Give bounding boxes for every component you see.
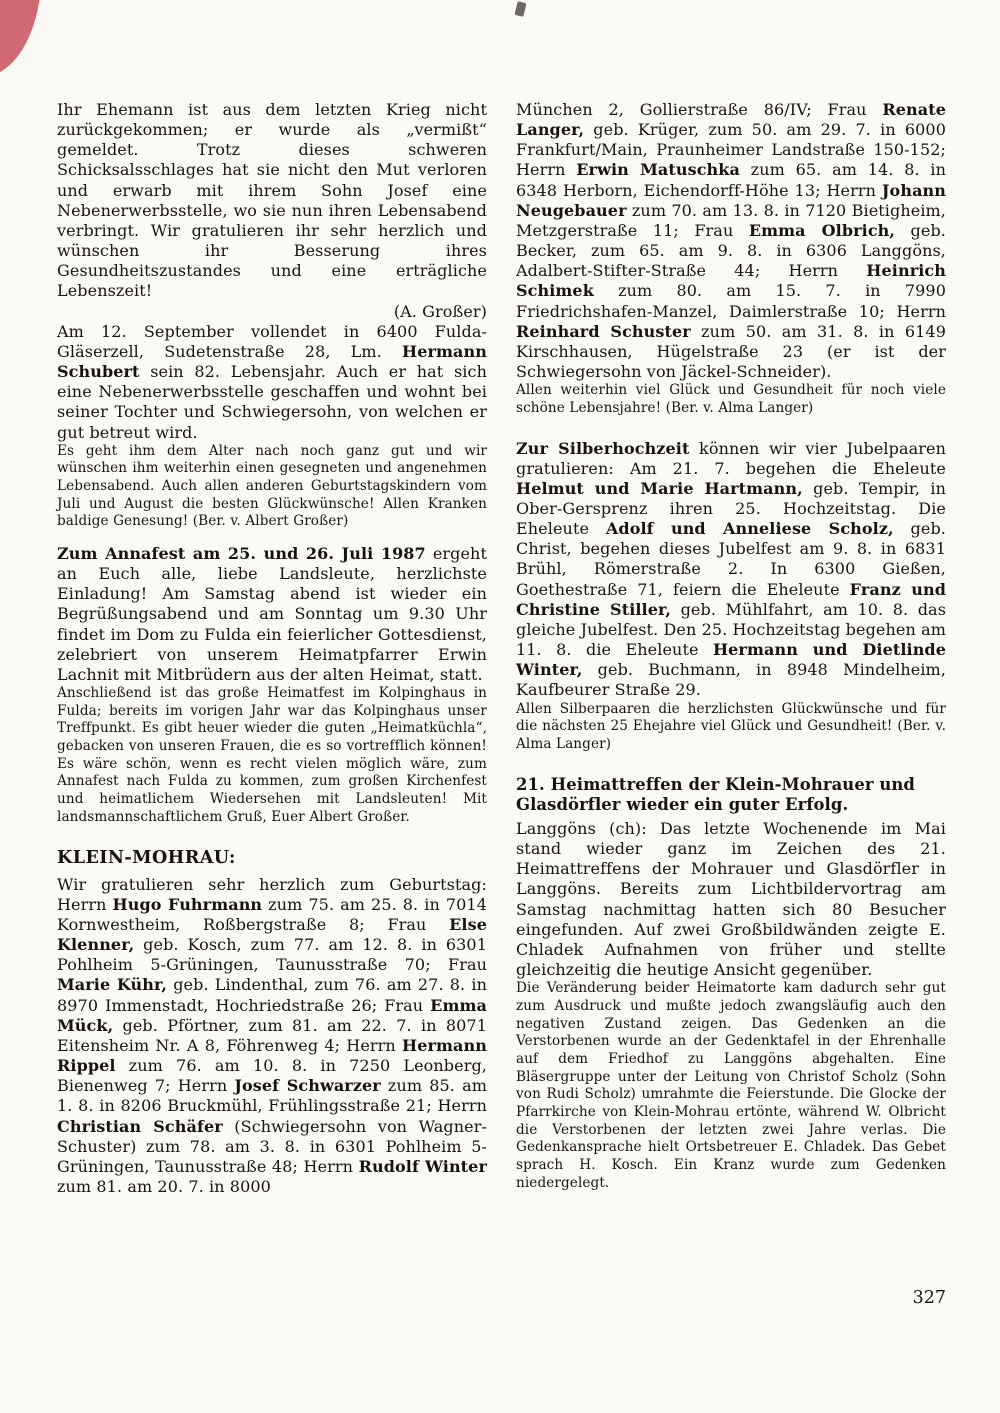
bold-text-run: Hermann und Dietlinde Winter,: [516, 640, 947, 680]
text-run: geb. Kosch, zum 77. am 12. 8. in 6301 Pohlheim 5-Grüningen, Taunusstraße 70; Frau: [57, 935, 487, 975]
text-run: zum 85. am 1. 8. in 8206 Bruckmühl, Frühlingsstraße 21; Herrn: [57, 1076, 487, 1116]
text-run: Allen weiterhin viel Glück und Gesundheit für noch viele schöne Lebensjahre! (Ber. v. Alma Langer): [516, 382, 946, 416]
text-run: zum 70. am 13. 8. in 7120 Bietigheim, Metzgerstraße 11; Frau: [516, 200, 946, 240]
bold-text-run: Hermann Rippel: [57, 1035, 487, 1076]
paragraph-geburtstage-fortsetzung: [516, 100, 946, 382]
bold-text-run: Franz und Christine Stiller,: [516, 579, 946, 619]
bold-text-run: Hermann Schubert: [57, 341, 487, 382]
note-small-gedenkfeier: [516, 980, 946, 1192]
text-run: ergeht an Euch alle, liebe Landsleute, herzlichste Einladung! Am Samstag abend ist wieder ein Begrüßungsabend und am Sonntag um 9.30 Uhr findet im Dom zu Fulda ein feierlicher Gottesdienst, zelebriert von unserem Heimatpfarrer Erwin Lachnit mit Mitbrüdern aus der alten Heimat, statt.: [57, 544, 487, 684]
text-run: geb. Krüger, zum 50. am 29. 7. in 6000 Frankfurt/Main, Praunheimer Landstraße 150-152; Herrn: [516, 120, 946, 180]
bold-text-run: Christian Schäfer: [57, 1116, 223, 1136]
heading-heimattreffen: [516, 775, 946, 816]
continued-paragraph-ehemann: [57, 100, 487, 302]
text-run: können wir vier Jubelpaaren gratulieren: Am 21. 7. begehen die Eheleute: [516, 438, 946, 478]
signature-a-grosser: [57, 302, 487, 322]
paragraph-silberhochzeit: [516, 439, 946, 701]
text-run: Die Veränderung beider Heimatorte kam dadurch sehr gut zum Ausdruck und mußte jedoch zwangsläufig auch den negativen Zustand zeigen. Das Gedenken an die Verstorbenen wurde an der Gedenktafel in der Ehrenhalle auf dem Friedhof zu Langgöns abgehalten. Eine Bläsergruppe unter der Leitung von Christof Scholz (Sohn von Rudi Scholz) umrahmte die Feierstunde. Die Glocke der Pfarrkirche von Klein-Mohrau ertönte, während W. Olbricht die Verstorbenen der letzten zwei Jahre verlas. Die Gedenkansprache hielt Ortsbetreuer E. Chladek. Das Gebet sprach H. Kosch. Ein Kranz wurde zum Gedenken niedergelegt.: [516, 980, 946, 1191]
text-columns: [57, 100, 946, 1197]
note-small-glueckwunsch-langer: [516, 382, 946, 417]
page-number: 327: [912, 1288, 946, 1308]
note-small-geburtstagskinder: [57, 443, 487, 531]
note-small-silberpaare: [516, 701, 946, 754]
bold-text-run: Josef Schwarzer: [234, 1076, 381, 1096]
text-run: zum 76. am 10. 8. in 7250 Leonberg, Bienenweg 7; Herrn: [57, 1056, 487, 1096]
bold-text-run: Zum Annafest am 25. und 26. Juli 1987: [57, 544, 426, 564]
bold-text-run: Johann Neugebauer: [516, 180, 946, 220]
bold-text-run: KLEIN-MOHRAU:: [57, 847, 236, 869]
bold-text-run: Adolf und Anneliese Scholz,: [605, 519, 894, 539]
text-run: Langgöns (ch): Das letzte Wochenende im Mai stand wieder ganz im Zeichen des 21. Heimattreffens der Mohrauer und Glasdörfler in Langgöns. Bereits zum Lichtbildervortrag am Samstag nachmittag hatten sich 80 Besucher eingefunden. Auf zwei Großbildwänden zeigte E. Chladek Aufnahmen von früher und stellte gleichzeitig die heutige Ansicht gegenüber.: [516, 818, 946, 980]
bold-text-run: 21. Heimattreffen der Klein-Mohrauer und Glasdörfler wieder ein guter Erfolg.: [516, 774, 915, 815]
bold-text-run: Zur Silberhochzeit: [516, 438, 690, 458]
scan-mark-artifact: [514, 1, 526, 17]
heading-klein-mohrau: [57, 847, 487, 869]
text-run: Ihr Ehemann ist aus dem letzten Krieg nicht zurückgekommen; er wurde als „vermißt“ gemeldet. Trotz dieses schweren Schicksalsschlages hat sie nicht den Mut verloren und erwarb mit ihrem Sohn Josef eine Nebenerwerbsstelle, wo sie nun ihren Lebensabend verbringt. Wir gratulieren ihr sehr herzlich und wünschen ihr Besserung ihres Gesundheitszustandes und eine erträgliche Lebenszeit!: [57, 100, 487, 301]
bold-text-run: Helmut und Marie Hartmann,: [516, 478, 803, 498]
bold-text-run: Reinhard Schuster: [516, 321, 691, 341]
bold-text-run: Else Klenner,: [57, 914, 487, 955]
bold-text-run: Emma Mück,: [57, 995, 487, 1035]
text-run: Allen Silberpaaren die herzlichsten Glückwünsche und für die nächsten 25 Ehejahre viel Glück und Gesundheit! (Ber. v. Alma Langer): [516, 700, 946, 752]
text-run: zum 81. am 20. 7. in 8000: [57, 1176, 271, 1196]
text-run: (A. Großer): [393, 301, 487, 321]
text-run: geb. Lindenthal, zum 76. am 27. 8. in 8970 Immenstadt, Hochriedstraße 26; Frau: [57, 975, 488, 1015]
text-run: zum 75. am 25. 8. in 7014 Kornwestheim, Roßbergstraße 8; Frau: [57, 894, 487, 934]
paragraph-hermann-schubert: [57, 322, 487, 443]
red-scan-artifact: [0, 0, 43, 82]
text-run: geb. Christ, begehen dieses Jubelfest am 9. 8. in 6831 Brühl, Römerstraße 2. In 6300 Gießen, Goethestraße 71, feiern die Eheleute: [516, 519, 946, 599]
left-column: [57, 100, 487, 1197]
text-run: München 2, Gollierstraße 86/IV; Frau: [516, 100, 883, 119]
bold-text-run: Hugo Fuhrmann: [112, 894, 263, 914]
text-run: Anschließend ist das große Heimatfest im Kolpinghaus in Fulda; bereits im vorigen Jahr war das Kolpinghaus unser Treffpunkt. Es gibt heuer wieder die guten „Heimatküchla“, gebacken von unseren Frauen, die es so vortrefflich können! Es wäre schön, wenn es recht vielen möglich wäre, zum Annafest nach Fulda zu kommen, zum großen Kirchenfest und heimatlichem Wiedersehen mit Landsleuten! Mit landsmannschaftlichem Gruß, Euer Albert Großer.: [57, 685, 487, 825]
text-run: sein 82. Lebensjahr. Auch er hat sich eine Nebenerwerbsstelle geschaffen und wohnt bei seiner Tochter und Schwiegersohn, von welchen er gut betreut wird.: [57, 362, 487, 442]
bold-text-run: Rudolf Winter: [358, 1156, 487, 1176]
bold-text-run: Heinrich Schimek: [516, 261, 946, 301]
text-run: zum 80. am 15. 7. in 7990 Friedrichshafen-Manzel, Daimlerstraße 10; Herrn: [516, 281, 946, 321]
bold-text-run: Renate Langer,: [516, 100, 946, 140]
text-run: Am 12. September vollendet in 6400 Fulda-Gläserzell, Sudetenstraße 28, Lm.: [57, 321, 487, 361]
text-run: zum 65. am 14. 8. in 6348 Herborn, Eichendorff-Höhe 13; Herrn: [516, 160, 947, 200]
bold-text-run: Marie Kühr,: [57, 975, 168, 995]
text-run: zum 50. am 31. 8. in 6149 Kirschhausen, Hügelstraße 23 (er ist der Schwiegersohn von Jäckel-Schneider).: [516, 321, 946, 382]
text-run: Es geht ihm dem Alter nach noch ganz gut und wir wünschen ihm weiterhin einen gesegneten und angenehmen Lebensabend. Auch allen anderen Geburtstagskindern vom Juli und August die besten Glückwünsche! Allen Kranken baldige Genesung! (Ber. v. Albert Großer): [57, 442, 487, 530]
paragraph-annafest: [57, 544, 487, 685]
text-run: geb. Becker, zum 65. am 9. 8. in 6306 Langgöns, Adalbert-Stifter-Straße 44; Herrn: [516, 220, 946, 281]
text-run: geb. Mühlfahrt, am 10. 8. das gleiche Jubelfest. Den 25. Hochzeitstag begehen am 11. 8. die Eheleute: [516, 599, 946, 660]
text-run: (Schwiegersohn von Wagner-Schuster) zum 78. am 3. 8. in 6301 Pohlheim 5-Grüningen, Taunusstraße 48; Herrn: [57, 1116, 487, 1176]
text-run: geb. Tempir, in Ober-Gersprenz ihren 25. Hochzeitstag. Die Eheleute: [516, 478, 946, 539]
paragraph-geburtstage-klein-mohrau: [57, 875, 487, 1198]
right-column: [516, 100, 946, 1197]
bold-text-run: Emma Olbrich,: [748, 220, 896, 240]
paragraph-heimattreffen-bericht: [516, 819, 946, 980]
bold-text-run: Erwin Matuschka: [576, 160, 740, 180]
text-run: geb. Buchmann, in 8948 Mindelheim, Kaufbeurer Straße 29.: [516, 660, 946, 700]
note-small-heimatfest-kolpinghaus: [57, 685, 487, 826]
text-run: Wir gratulieren sehr herzlich zum Geburtstag: Herrn: [57, 874, 487, 914]
text-run: geb. Pförtner, zum 81. am 22. 7. in 8071 Eitensheim Nr. A 8, Föhrenweg 4; Herrn: [57, 1015, 487, 1055]
